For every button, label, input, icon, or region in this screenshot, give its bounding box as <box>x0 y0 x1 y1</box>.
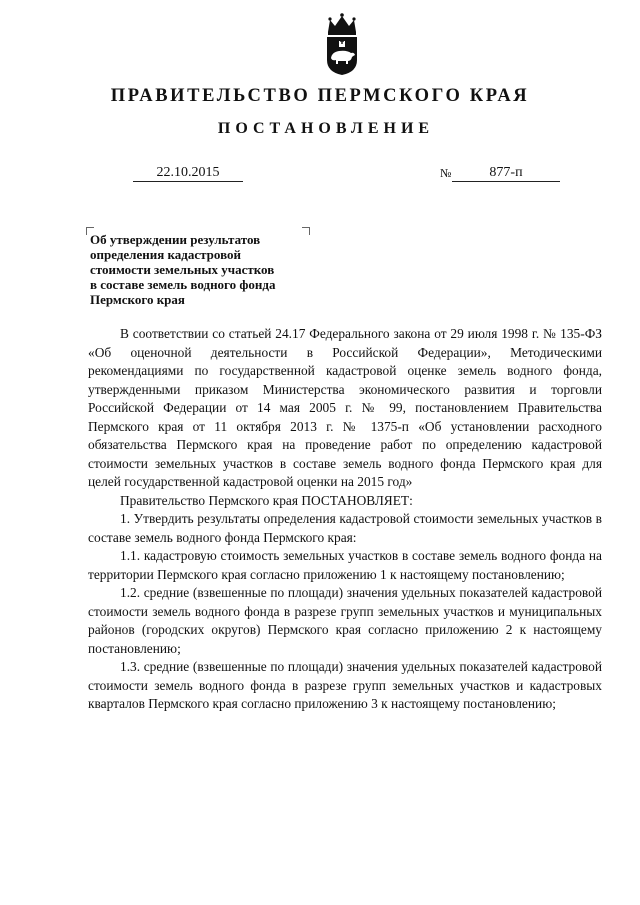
subject-line: стоимости земельных участков <box>90 262 275 277</box>
subject-line: в составе земель водного фонда <box>90 277 276 292</box>
clause-1-2: 1.2. средние (взвешенные по площади) значения удельных показателей кадастровой стоимости земель водного фонда в разрезе групп земельных участков и муниципальных районов (городских округов) Пермского края согласно приложению 2 к настоящему постановлению; <box>88 585 602 656</box>
document-type: ПОСТАНОВЛЕНИЕ <box>217 120 435 137</box>
coat-of-arms-icon <box>322 10 362 76</box>
document-subject-title <box>90 232 330 307</box>
document-date: 22.10.2015 <box>133 164 243 182</box>
document-number: 877-п <box>452 164 560 182</box>
number-sign: № <box>440 166 452 180</box>
document-body <box>88 325 602 714</box>
subject-line: определения кадастровой <box>90 247 242 262</box>
government-title: ПРАВИТЕЛЬСТВО ПЕРМСКОГО КРАЯ <box>110 86 530 106</box>
subject-line: Об утверждении результатов <box>90 232 261 247</box>
clause-1: 1. Утвердить результаты определения кадастровой стоимости земельных участков в составе земель водного фонда Пермского края: <box>88 511 602 545</box>
resolution-statement: Правительство Пермского края ПОСТАНОВЛЯЕТ: <box>120 492 413 508</box>
clause-1-3: 1.3. средние (взвешенные по площади) значения удельных показателей кадастровой стоимости земель водного фонда в разрезе групп земельных участков и кадастровых кварталов Пермского края согласно приложению 3 к настоящему постановлению; <box>88 659 602 711</box>
clause-1-1: 1.1. кадастровую стоимость земельных участков в составе земель водного фонда на территории Пермского края согласно приложению 1 к настоящему постановлению; <box>88 548 602 582</box>
preamble-paragraph: В соответствии со статьей 24.17 Федерального закона от 29 июля 1998 г. № 135-ФЗ «Об оценочной деятельности в Российской Федерации», Методическими рекомендациями по государственной кадастровой оценке земель водного фонда, утвержденными приказом Министерства экономического развития и торговли Российской Федерации от 14 мая 2005 г. № 99, постановлением Правительства Пермского края от 11 октября 2013 г. № 1375-п «Об установлении расходного обязательства Пермского края на проведение работ по определению кадастровой стоимости земельных участков в составе земель водного фонда Пермского края для целей государственной кадастровой оценки на 2015 год» <box>88 326 602 489</box>
subject-line: Пермского края <box>90 292 185 307</box>
